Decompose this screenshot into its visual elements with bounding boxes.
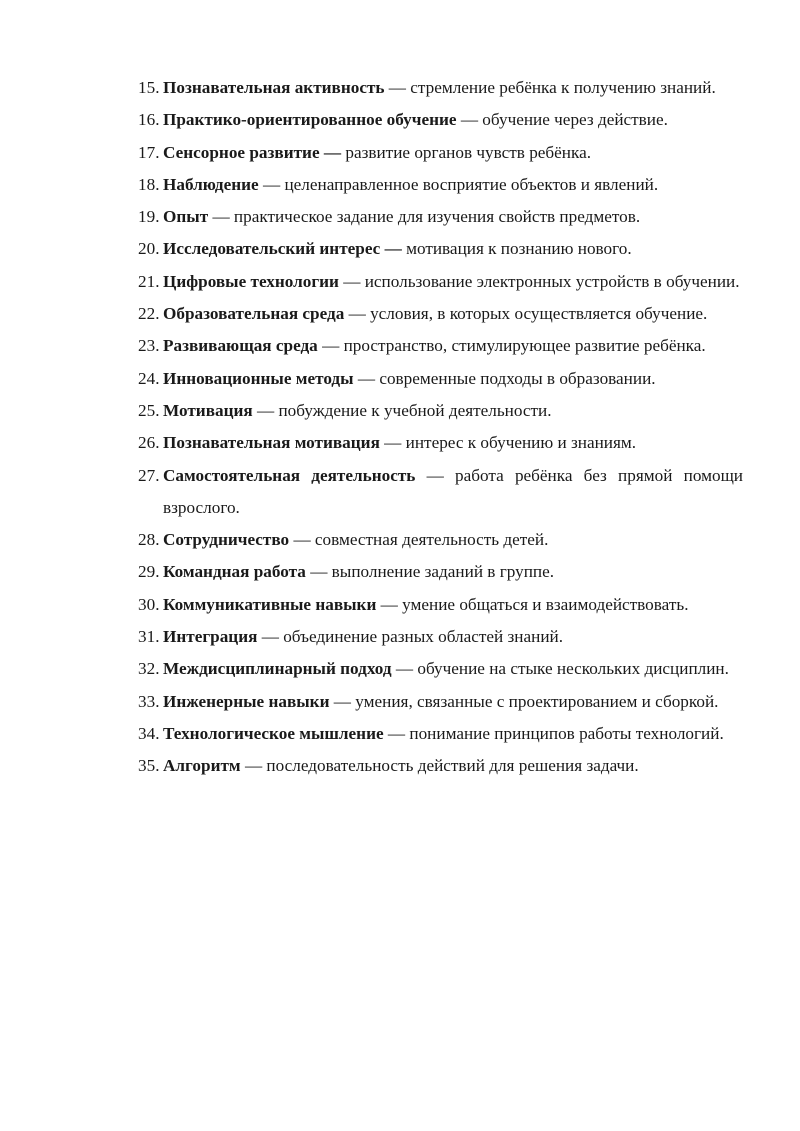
item-definition: — выполнение заданий в группе. <box>305 562 555 582</box>
glossary-list <box>138 72 743 783</box>
item-number: 32. <box>138 659 160 679</box>
item-definition: — условия, в которых осуществляется обучение. <box>344 304 708 324</box>
list-item <box>138 266 743 298</box>
list-item <box>138 169 743 201</box>
item-number: 15. <box>138 78 160 97</box>
item-number: 23. <box>138 336 160 356</box>
item-definition: развитие органов чувств ребёнка. <box>341 142 592 162</box>
item-number: 34. <box>138 723 160 743</box>
item-definition: — целенаправленное восприятие объектов и явлений. <box>258 174 659 194</box>
item-term: Наблюдение <box>163 174 259 194</box>
item-number: 31. <box>138 627 160 647</box>
item-term: Командная работа <box>163 562 306 582</box>
list-item <box>138 201 743 233</box>
item-number: 25. <box>138 400 160 420</box>
list-item <box>138 72 743 104</box>
item-number: 22. <box>138 304 160 324</box>
item-term: Самостоятельная деятельность <box>163 465 416 485</box>
list-item <box>138 137 743 169</box>
item-number: 17. <box>138 142 160 162</box>
item-definition: — современные подходы в образовании. <box>353 368 656 388</box>
item-definition: — побуждение к учебной деятельности. <box>252 400 552 420</box>
list-item <box>138 460 743 525</box>
list-item <box>138 686 743 718</box>
item-term: Сенсорное развитие — <box>163 142 342 162</box>
item-number: 26. <box>138 433 160 453</box>
list-item <box>138 589 743 621</box>
item-term: Познавательная мотивация <box>163 433 380 453</box>
list-item <box>138 427 743 459</box>
item-term: Алгоритм <box>163 756 241 776</box>
item-term: Технологическое мышление <box>163 723 384 743</box>
item-number: 30. <box>138 594 160 614</box>
item-term: Познавательная активность <box>163 78 385 97</box>
item-term: Исследовательский интерес — <box>163 239 402 259</box>
item-term: Практико-ориентированное обучение <box>163 110 457 130</box>
item-definition: — использование электронных устройств в обучении. <box>338 271 740 291</box>
item-term: Развивающая среда <box>163 336 318 356</box>
item-number: 35. <box>138 756 160 776</box>
item-term: Междисциплинарный подход <box>163 659 392 679</box>
list-item <box>138 233 743 265</box>
item-definition: — понимание принципов работы технологий. <box>383 723 724 743</box>
item-definition: мотивация к познанию нового. <box>401 239 632 259</box>
item-number: 20. <box>138 239 160 259</box>
item-number: 19. <box>138 207 160 227</box>
list-item <box>138 524 743 556</box>
item-number: 16. <box>138 110 160 130</box>
item-definition: — пространство, стимулирующее развитие ребёнка. <box>317 336 706 356</box>
item-term: Коммуникативные навыки <box>163 594 377 614</box>
list-item <box>138 298 743 330</box>
item-definition: — работа ребёнка без прямой помощи взрослого. <box>163 465 744 517</box>
list-item <box>138 556 743 588</box>
item-definition: — совместная деятельность детей. <box>289 530 549 550</box>
item-term: Опыт <box>163 207 209 227</box>
item-definition: — последовательность действий для решения задачи. <box>240 756 639 776</box>
item-number: 21. <box>138 271 160 291</box>
item-number: 24. <box>138 368 160 388</box>
item-term: Интеграция <box>163 627 258 647</box>
item-number: 33. <box>138 691 160 711</box>
item-number: 28. <box>138 530 160 550</box>
list-item <box>138 395 743 427</box>
item-term: Образовательная среда <box>163 304 345 324</box>
list-item <box>138 363 743 395</box>
item-term: Сотрудничество <box>163 530 290 550</box>
item-term: Мотивация <box>163 400 253 420</box>
item-definition: — умения, связанные с проектированием и сборкой. <box>329 691 719 711</box>
item-definition: — стремление ребёнка к получению знаний. <box>384 78 716 97</box>
list-item <box>138 718 743 750</box>
item-term: Инженерные навыки <box>163 691 330 711</box>
item-definition: — обучение на стыке нескольких дисциплин. <box>391 659 729 679</box>
item-definition: — практическое задание для изучения свойств предметов. <box>208 207 641 227</box>
item-number: 27. <box>138 465 160 485</box>
item-definition: — обучение через действие. <box>456 110 668 130</box>
item-definition: — объединение разных областей знаний. <box>257 627 564 647</box>
list-item <box>138 653 743 685</box>
list-item <box>138 104 743 136</box>
item-number: 29. <box>138 562 160 582</box>
item-term: Инновационные методы <box>163 368 354 388</box>
item-number: 18. <box>138 174 160 194</box>
item-definition: — интерес к обучению и знаниям. <box>379 433 637 453</box>
list-item <box>138 621 743 653</box>
item-term: Цифровые технологии <box>163 271 339 291</box>
list-item <box>138 750 743 782</box>
item-definition: — умение общаться и взаимодействовать. <box>376 594 689 614</box>
list-item <box>138 330 743 362</box>
